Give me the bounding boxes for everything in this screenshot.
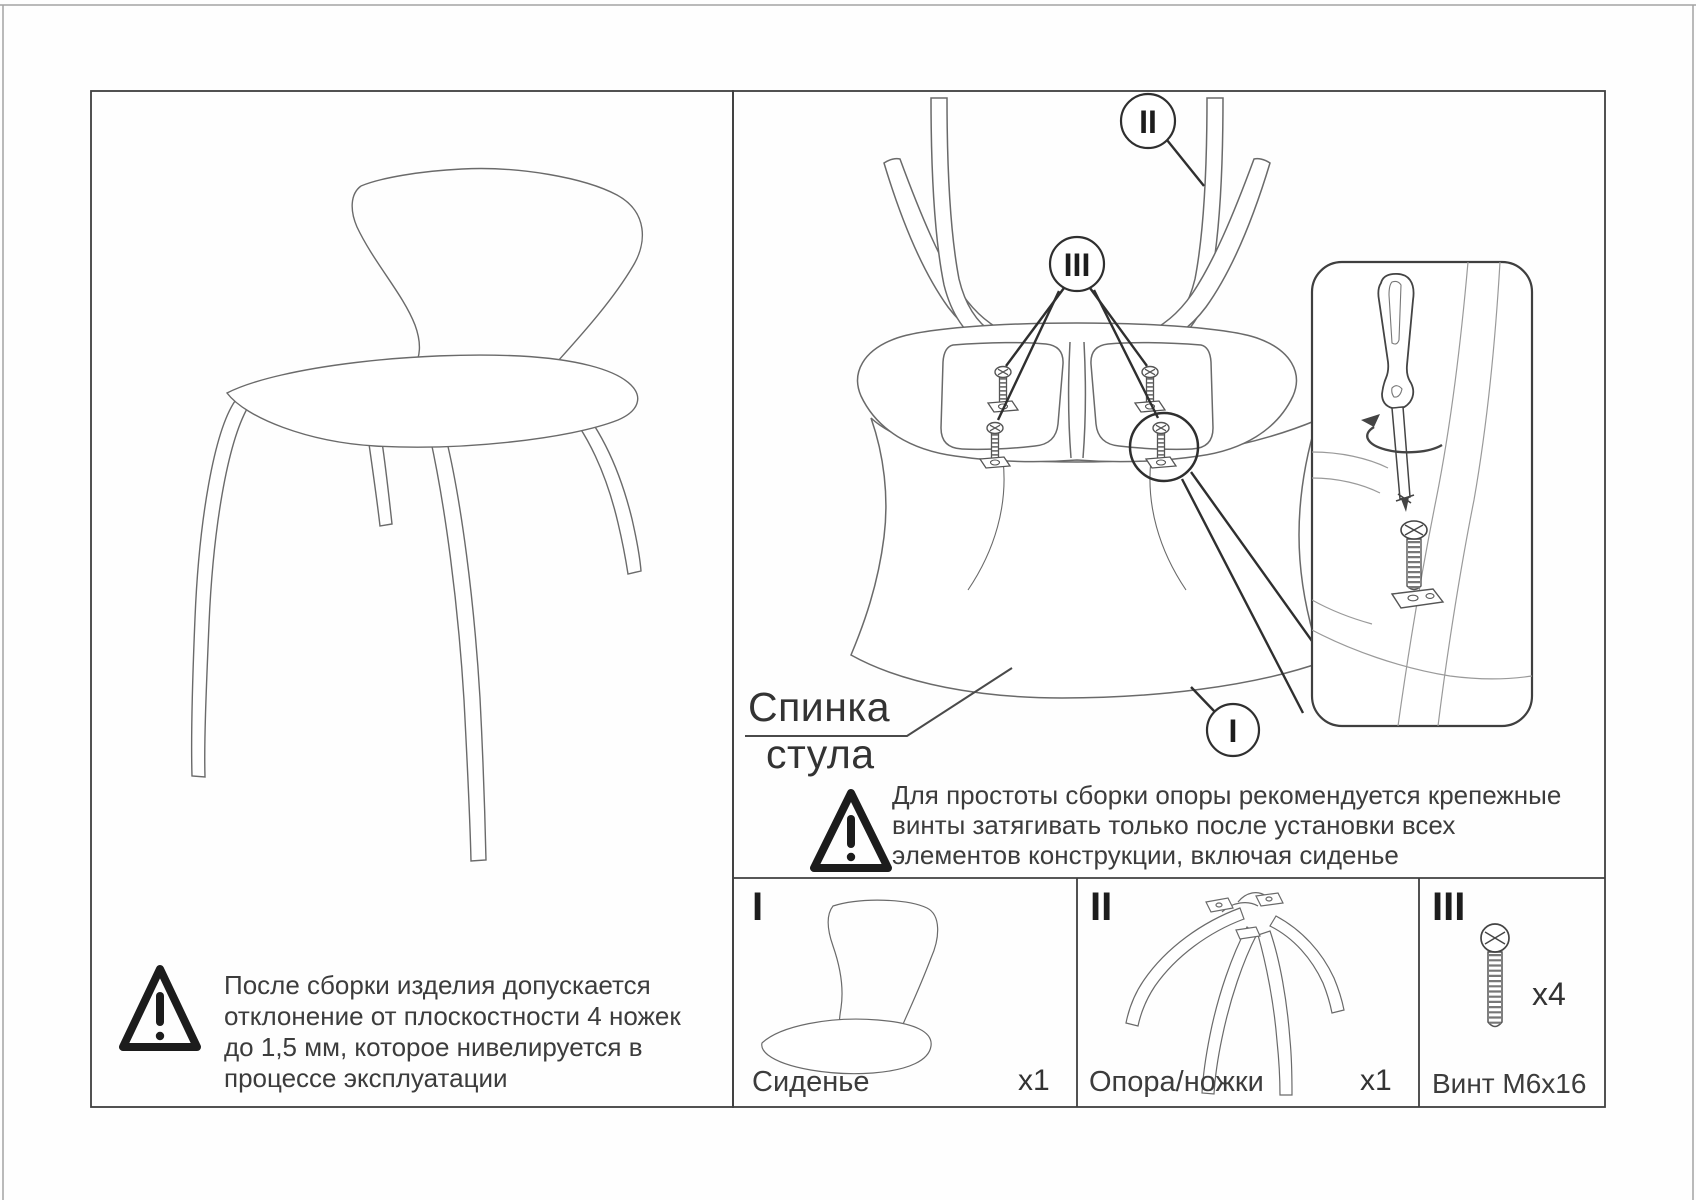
part-qty-legs: x1 bbox=[1360, 1064, 1392, 1097]
part-seat-drawing bbox=[762, 900, 938, 1073]
back-of-chair-label: стула bbox=[766, 731, 875, 777]
warning-text-line: до 1,5 мм, которое нивелируется в bbox=[224, 1032, 643, 1062]
chair-back bbox=[361, 169, 642, 383]
chair-leg bbox=[430, 437, 486, 861]
part-qty-seat: x1 bbox=[1018, 1064, 1050, 1097]
part-name-legs: Опора/ножки bbox=[1089, 1066, 1264, 1098]
callout-legs-numeral: II bbox=[1139, 104, 1157, 140]
part-name-seat: Сиденье bbox=[752, 1066, 870, 1098]
warning-text-line: отклонение от плоскостности 4 ножек bbox=[224, 1001, 681, 1031]
part-cell-numerals bbox=[752, 885, 1465, 929]
part-name-bolt: Винт M6x16 bbox=[1432, 1068, 1587, 1099]
right-warning-text bbox=[892, 780, 1561, 870]
seat-underside bbox=[858, 323, 1297, 462]
leg-inner-left bbox=[931, 98, 993, 347]
part-numeral: II bbox=[1090, 885, 1113, 929]
flipped-chair-drawing bbox=[851, 98, 1322, 698]
chair-back-left-edge bbox=[352, 186, 419, 366]
part-qty-bolt: x4 bbox=[1532, 976, 1566, 1012]
warning-text-line: винты затягивать только после установки всех bbox=[892, 810, 1456, 840]
warning-text-line: Для простоты сборки опоры рекомендуется крепежные bbox=[892, 780, 1562, 810]
chair-leg bbox=[369, 442, 392, 526]
callout-screws-numeral: III bbox=[1063, 247, 1091, 283]
part-numeral: III bbox=[1432, 885, 1466, 929]
chair-leg bbox=[192, 401, 248, 777]
part-numeral: I bbox=[752, 885, 764, 929]
warning-text-line: После сборки изделия допускается bbox=[224, 970, 651, 1000]
warning-text-line: элементов конструкции, включая сиденье bbox=[892, 840, 1399, 870]
warning-triangle-icon bbox=[814, 793, 888, 868]
chair-seat bbox=[227, 355, 638, 447]
assembled-chair-drawing bbox=[192, 169, 643, 861]
back-of-chair-label: Спинка bbox=[748, 684, 890, 730]
callout-seat-numeral: I bbox=[1228, 713, 1238, 749]
warning-triangle-icon bbox=[123, 969, 197, 1047]
part-bolt-drawing bbox=[1481, 924, 1509, 1027]
part-legs-drawing bbox=[1126, 893, 1344, 1095]
left-warning-text bbox=[224, 970, 681, 1094]
detail-inset bbox=[1312, 262, 1532, 726]
warning-text-line: процессе эксплуатации bbox=[224, 1063, 508, 1093]
